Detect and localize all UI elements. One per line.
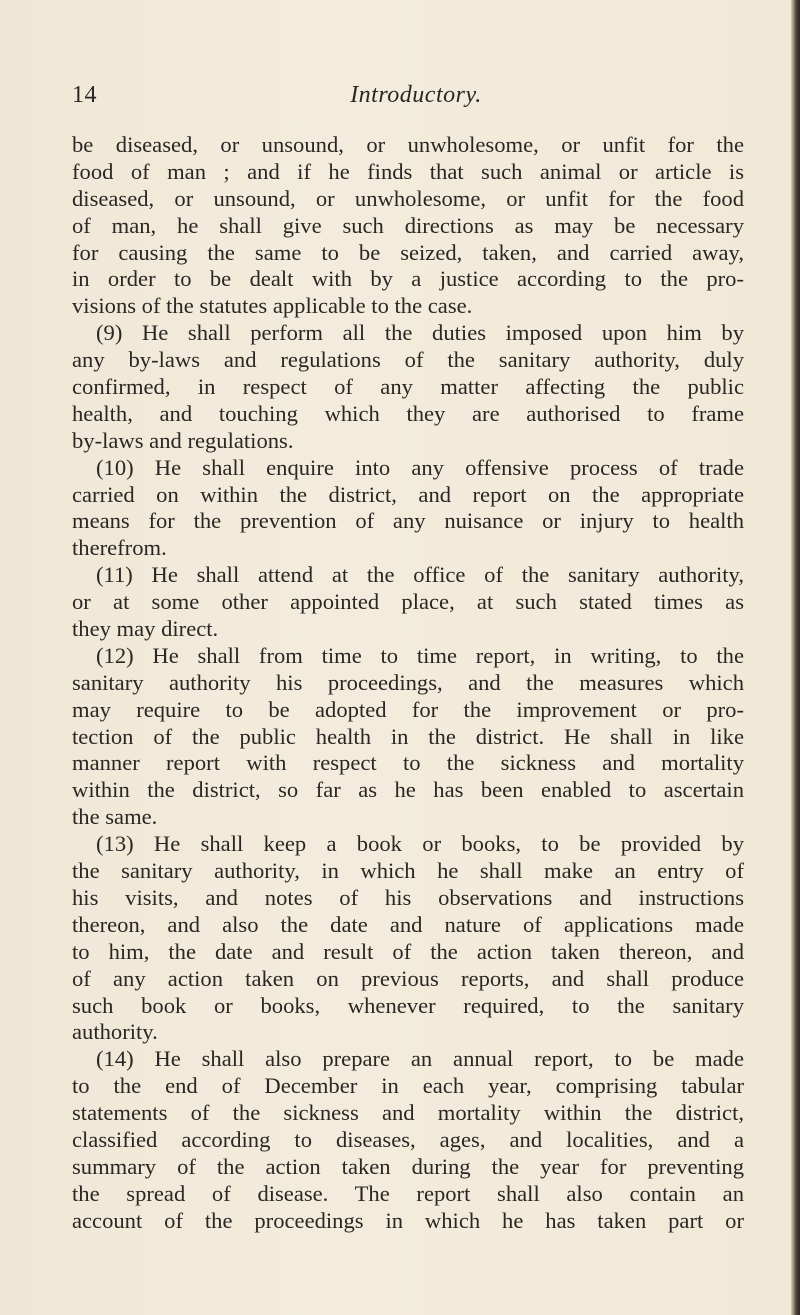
- text-line: visions of the statutes applicable to the case.: [72, 293, 473, 319]
- page-edge-shadow: [791, 0, 800, 1315]
- text-line: carried on within the district, and report on the appropriate: [72, 481, 744, 507]
- text-line: tection of the public health in the district. He shall in like: [72, 723, 744, 749]
- paragraph-9-start: (9) He shall perform all the duties imposed upon him by: [96, 320, 744, 346]
- text-line: such book or books, whenever required, to the sanitary: [72, 992, 744, 1018]
- text-line: the spread of disease. The report shall also contain an: [72, 1180, 744, 1206]
- text-line: food of man ; and if he finds that such animal or article is: [72, 158, 744, 184]
- text-line: they may direct.: [72, 616, 219, 642]
- text-line: or at some other appointed place, at such stated times as: [72, 589, 744, 615]
- text-line: to the end of December in each year, comprising tabular: [72, 1073, 744, 1099]
- text-line: within the district, so far as he has been enabled to ascertain: [72, 777, 744, 803]
- text-line: the same.: [72, 804, 158, 830]
- paragraph-13-start: (13) He shall keep a book or books, to be provided by: [96, 831, 744, 857]
- text-line: diseased, or unsound, or unwholesome, or unfit for the food: [72, 185, 744, 211]
- text-line: thereon, and also the date and nature of applications made: [72, 911, 744, 937]
- text-line: for causing the same to be seized, taken, and carried away,: [72, 239, 744, 265]
- text-line: statements of the sickness and mortality within the district,: [72, 1100, 744, 1126]
- text-line: to him, the date and result of the action taken thereon, and: [72, 938, 744, 964]
- paragraph-11-start: (11) He shall attend at the office of the sanitary authority,: [96, 562, 744, 588]
- text-line: of man, he shall give such directions as may be necessary: [72, 212, 744, 238]
- paragraph-14-start: (14) He shall also prepare an annual report, to be made: [96, 1046, 744, 1072]
- paragraph-12-start: (12) He shall from time to time report, in writing, to the: [96, 642, 744, 668]
- page-number: 14: [72, 82, 97, 108]
- text-line: the sanitary authority, in which he shall make an entry of: [72, 858, 744, 884]
- text-line: health, and touching which they are authorised to frame: [72, 400, 744, 426]
- text-line: classified according to diseases, ages, and localities, and a: [72, 1126, 744, 1152]
- text-line: be diseased, or unsound, or unwholesome, or unfit for the: [72, 132, 744, 157]
- text-line: may require to be adopted for the improvement or pro-: [72, 696, 744, 722]
- text-line: account of the proceedings in which he has taken part or: [72, 1207, 744, 1233]
- text-line: summary of the action taken during the year for preventing: [72, 1153, 744, 1179]
- text-line: any by-laws and regulations of the sanitary authority, duly: [72, 347, 744, 373]
- text-line: authority.: [72, 1019, 158, 1045]
- text-line: therefrom.: [72, 535, 167, 561]
- text-line: by-laws and regulations.: [72, 427, 294, 453]
- text-line: manner report with respect to the sickness and mortality: [72, 750, 744, 776]
- paragraph-10-start: (10) He shall enquire into any offensive process of trade: [96, 454, 744, 480]
- text-line: confirmed, in respect of any matter affecting the public: [72, 374, 744, 400]
- page-header: [72, 82, 744, 112]
- text-line: of any action taken on previous reports, and shall produce: [72, 965, 744, 991]
- body-text: [72, 132, 744, 1235]
- text-line: in order to be dealt with by a justice according to the pro-: [72, 266, 744, 292]
- running-head: Introductory.: [350, 82, 482, 108]
- text-line: means for the prevention of any nuisance or injury to health: [72, 508, 744, 534]
- text-line: sanitary authority his proceedings, and the measures which: [72, 669, 744, 695]
- text-line: his visits, and notes of his observations and instructions: [72, 884, 744, 910]
